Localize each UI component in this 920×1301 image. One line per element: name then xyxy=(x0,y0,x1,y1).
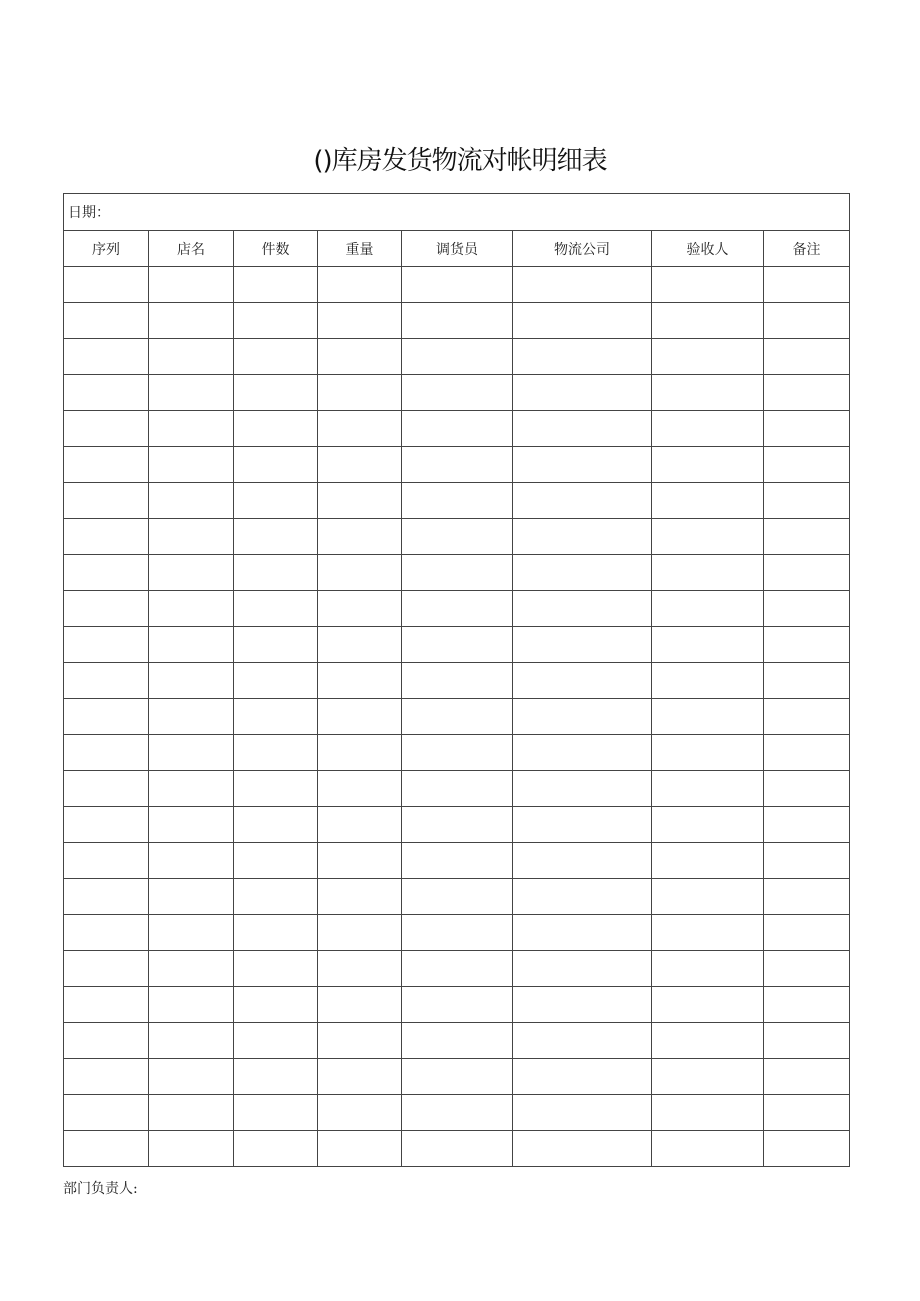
table-cell[interactable] xyxy=(764,1131,850,1167)
table-cell[interactable] xyxy=(64,591,149,627)
table-cell[interactable] xyxy=(652,843,764,879)
table-cell[interactable] xyxy=(402,1023,513,1059)
table-row xyxy=(64,843,850,879)
table-cell[interactable] xyxy=(764,483,850,519)
table-cell[interactable] xyxy=(64,663,149,699)
table-cell[interactable] xyxy=(764,411,850,447)
table-cell[interactable] xyxy=(764,447,850,483)
table-row xyxy=(64,663,850,699)
table-row xyxy=(64,555,850,591)
table-cell[interactable] xyxy=(402,879,513,915)
table-cell[interactable] xyxy=(149,483,234,519)
table-cell[interactable] xyxy=(764,303,850,339)
table-row xyxy=(64,1131,850,1167)
table-cell[interactable] xyxy=(318,267,402,303)
table-cell[interactable] xyxy=(318,591,402,627)
table-cell[interactable] xyxy=(402,519,513,555)
table-cell[interactable] xyxy=(318,627,402,663)
table-cell[interactable] xyxy=(652,663,764,699)
table-cell[interactable] xyxy=(513,591,652,627)
table-cell[interactable] xyxy=(513,447,652,483)
table-cell[interactable] xyxy=(513,519,652,555)
table-cell[interactable] xyxy=(513,1023,652,1059)
table-cell[interactable] xyxy=(513,483,652,519)
table-row xyxy=(64,1095,850,1131)
table-cell[interactable] xyxy=(149,915,234,951)
table-cell[interactable] xyxy=(149,339,234,375)
table-cell[interactable] xyxy=(318,1131,402,1167)
table-cell[interactable] xyxy=(764,735,850,771)
table-cell[interactable] xyxy=(513,627,652,663)
table-cell[interactable] xyxy=(652,519,764,555)
table-cell[interactable] xyxy=(764,1023,850,1059)
table-cell[interactable] xyxy=(64,267,149,303)
table-cell[interactable] xyxy=(149,807,234,843)
table-cell[interactable] xyxy=(402,987,513,1023)
table-row xyxy=(64,1059,850,1095)
date-row xyxy=(64,194,850,231)
table-cell[interactable] xyxy=(513,915,652,951)
table-cell[interactable] xyxy=(402,267,513,303)
table-cell[interactable] xyxy=(149,627,234,663)
table-cell[interactable] xyxy=(513,555,652,591)
header-cell-piece-count: 件数 xyxy=(234,231,318,267)
table-row xyxy=(64,411,850,447)
table-cell[interactable] xyxy=(402,735,513,771)
table-row xyxy=(64,519,850,555)
table-cell[interactable] xyxy=(234,375,318,411)
table-cell[interactable] xyxy=(652,1131,764,1167)
table-cell[interactable] xyxy=(513,951,652,987)
table-cell[interactable] xyxy=(149,843,234,879)
header-cell-inspector: 验收人 xyxy=(652,231,764,267)
table-row xyxy=(64,735,850,771)
table-cell[interactable] xyxy=(64,303,149,339)
table-cell[interactable] xyxy=(234,591,318,627)
header-cell-weight: 重量 xyxy=(318,231,402,267)
table-cell[interactable] xyxy=(402,1095,513,1131)
table-cell[interactable] xyxy=(513,987,652,1023)
table-cell[interactable] xyxy=(318,699,402,735)
table-cell[interactable] xyxy=(234,987,318,1023)
header-cell-store-name: 店名 xyxy=(149,231,234,267)
table-cell[interactable] xyxy=(149,735,234,771)
table-cell[interactable] xyxy=(513,807,652,843)
table-cell[interactable] xyxy=(234,447,318,483)
table-cell[interactable] xyxy=(318,771,402,807)
table-cell[interactable] xyxy=(234,1023,318,1059)
table-row xyxy=(64,1023,850,1059)
table-row xyxy=(64,807,850,843)
table-cell[interactable] xyxy=(652,699,764,735)
table-cell[interactable] xyxy=(652,627,764,663)
table-cell[interactable] xyxy=(64,555,149,591)
table-cell[interactable] xyxy=(402,771,513,807)
table-cell[interactable] xyxy=(402,699,513,735)
table-cell[interactable] xyxy=(64,951,149,987)
table-cell[interactable] xyxy=(513,339,652,375)
table-cell[interactable] xyxy=(764,843,850,879)
table-cell[interactable] xyxy=(652,591,764,627)
table-cell[interactable] xyxy=(652,339,764,375)
table-cell[interactable] xyxy=(64,411,149,447)
table-cell[interactable] xyxy=(318,375,402,411)
table-cell[interactable] xyxy=(64,519,149,555)
table-cell[interactable] xyxy=(402,1059,513,1095)
table-cell[interactable] xyxy=(513,375,652,411)
table-cell[interactable] xyxy=(64,843,149,879)
table-cell[interactable] xyxy=(149,1059,234,1095)
table-cell[interactable] xyxy=(149,447,234,483)
table-cell[interactable] xyxy=(234,1095,318,1131)
table-cell[interactable] xyxy=(64,1095,149,1131)
table-cell[interactable] xyxy=(64,807,149,843)
table-cell[interactable] xyxy=(764,951,850,987)
table-row xyxy=(64,987,850,1023)
table-cell[interactable] xyxy=(149,555,234,591)
table-cell[interactable] xyxy=(402,1131,513,1167)
table-cell[interactable] xyxy=(764,663,850,699)
table-cell[interactable] xyxy=(764,591,850,627)
table-cell[interactable] xyxy=(402,447,513,483)
table-cell[interactable] xyxy=(764,771,850,807)
table-cell[interactable] xyxy=(234,915,318,951)
table-row xyxy=(64,627,850,663)
table-cell[interactable] xyxy=(234,1131,318,1167)
table-cell[interactable] xyxy=(652,483,764,519)
table-row xyxy=(64,915,850,951)
table-row xyxy=(64,447,850,483)
table-cell[interactable] xyxy=(149,303,234,339)
table-cell[interactable] xyxy=(149,951,234,987)
table-cell[interactable] xyxy=(402,483,513,519)
page-title: ()库房发货物流对帐明细表 xyxy=(313,146,607,176)
table-cell[interactable] xyxy=(149,267,234,303)
table-cell[interactable] xyxy=(402,411,513,447)
table-cell[interactable] xyxy=(149,519,234,555)
table-cell[interactable] xyxy=(764,267,850,303)
table-cell[interactable] xyxy=(318,987,402,1023)
table-cell[interactable] xyxy=(318,879,402,915)
table-cell[interactable] xyxy=(64,1059,149,1095)
table-cell[interactable] xyxy=(318,807,402,843)
table-row xyxy=(64,771,850,807)
table-cell[interactable] xyxy=(234,411,318,447)
table-cell[interactable] xyxy=(513,663,652,699)
table-cell[interactable] xyxy=(513,699,652,735)
table-cell[interactable] xyxy=(318,303,402,339)
table-row xyxy=(64,303,850,339)
table-cell[interactable] xyxy=(234,1059,318,1095)
table-cell[interactable] xyxy=(64,987,149,1023)
table-cell[interactable] xyxy=(318,1095,402,1131)
table-cell[interactable] xyxy=(318,735,402,771)
table-cell[interactable] xyxy=(234,951,318,987)
table-cell[interactable] xyxy=(149,375,234,411)
table-cell[interactable] xyxy=(64,771,149,807)
table-cell[interactable] xyxy=(764,555,850,591)
table-cell[interactable] xyxy=(652,411,764,447)
table-cell[interactable] xyxy=(149,771,234,807)
table-row xyxy=(64,483,850,519)
date-label[interactable]: 日期： xyxy=(64,194,850,231)
header-cell-remarks: 备注 xyxy=(764,231,850,267)
table-cell[interactable] xyxy=(318,1023,402,1059)
table-cell[interactable] xyxy=(234,771,318,807)
table-cell[interactable] xyxy=(234,339,318,375)
table-row xyxy=(64,699,850,735)
table-cell[interactable] xyxy=(764,987,850,1023)
table-cell[interactable] xyxy=(402,915,513,951)
table-cell[interactable] xyxy=(318,843,402,879)
table-cell[interactable] xyxy=(64,699,149,735)
table-cell[interactable] xyxy=(652,807,764,843)
table-cell[interactable] xyxy=(64,915,149,951)
table-cell[interactable] xyxy=(652,951,764,987)
table-cell[interactable] xyxy=(652,1059,764,1095)
table-cell[interactable] xyxy=(64,339,149,375)
table-cell[interactable] xyxy=(402,663,513,699)
table-cell[interactable] xyxy=(402,951,513,987)
table-cell[interactable] xyxy=(513,879,652,915)
table-cell[interactable] xyxy=(513,267,652,303)
table-cell[interactable] xyxy=(64,483,149,519)
table-cell[interactable] xyxy=(764,339,850,375)
table-cell[interactable] xyxy=(764,519,850,555)
table-cell[interactable] xyxy=(652,447,764,483)
header-cell-logistics-company: 物流公司 xyxy=(513,231,652,267)
table-cell[interactable] xyxy=(149,1095,234,1131)
table-cell[interactable] xyxy=(402,807,513,843)
table-cell[interactable] xyxy=(652,1095,764,1131)
table-cell[interactable] xyxy=(149,879,234,915)
table-cell[interactable] xyxy=(318,555,402,591)
table-cell[interactable] xyxy=(764,879,850,915)
table-row xyxy=(64,339,850,375)
table-cell[interactable] xyxy=(652,771,764,807)
table-cell[interactable] xyxy=(149,1131,234,1167)
table-cell[interactable] xyxy=(513,1059,652,1095)
table-cell[interactable] xyxy=(513,411,652,447)
table-cell[interactable] xyxy=(402,303,513,339)
table-cell[interactable] xyxy=(513,843,652,879)
table-cell[interactable] xyxy=(149,1023,234,1059)
table-cell[interactable] xyxy=(652,555,764,591)
table-row xyxy=(64,375,850,411)
table-cell[interactable] xyxy=(149,663,234,699)
table-cell[interactable] xyxy=(234,735,318,771)
table-cell[interactable] xyxy=(764,375,850,411)
table-cell[interactable] xyxy=(64,627,149,663)
table-cell[interactable] xyxy=(234,519,318,555)
table-cell[interactable] xyxy=(149,411,234,447)
table-cell[interactable] xyxy=(652,267,764,303)
table-cell[interactable] xyxy=(64,1023,149,1059)
table-cell[interactable] xyxy=(234,627,318,663)
table-cell[interactable] xyxy=(318,519,402,555)
table-cell[interactable] xyxy=(64,375,149,411)
table-cell[interactable] xyxy=(764,1059,850,1095)
table-cell[interactable] xyxy=(149,699,234,735)
table-cell[interactable] xyxy=(234,483,318,519)
table-cell[interactable] xyxy=(318,411,402,447)
table-cell[interactable] xyxy=(318,447,402,483)
table-cell[interactable] xyxy=(652,303,764,339)
table-cell[interactable] xyxy=(402,339,513,375)
table-cell[interactable] xyxy=(149,591,234,627)
header-cell-sequence: 序列 xyxy=(64,231,149,267)
table-cell[interactable] xyxy=(318,1059,402,1095)
table-cell[interactable] xyxy=(234,267,318,303)
table-cell[interactable] xyxy=(513,1095,652,1131)
table-cell[interactable] xyxy=(318,339,402,375)
table-cell[interactable] xyxy=(764,627,850,663)
table-cell[interactable] xyxy=(64,447,149,483)
table-cell[interactable] xyxy=(318,951,402,987)
table-cell[interactable] xyxy=(234,807,318,843)
table-cell[interactable] xyxy=(402,627,513,663)
table-cell[interactable] xyxy=(318,915,402,951)
table-cell[interactable] xyxy=(318,483,402,519)
table-cell[interactable] xyxy=(64,879,149,915)
table-cell[interactable] xyxy=(149,987,234,1023)
table-cell[interactable] xyxy=(234,555,318,591)
table-cell[interactable] xyxy=(402,843,513,879)
table-cell[interactable] xyxy=(764,699,850,735)
table-cell[interactable] xyxy=(234,879,318,915)
table-cell[interactable] xyxy=(318,663,402,699)
table-cell[interactable] xyxy=(764,807,850,843)
table-cell[interactable] xyxy=(764,1095,850,1131)
department-head-label: 部门负责人: xyxy=(63,1181,138,1197)
table-row xyxy=(64,951,850,987)
table-row xyxy=(64,267,850,303)
header-cell-dispatcher: 调货员 xyxy=(402,231,513,267)
table-cell[interactable] xyxy=(234,843,318,879)
table-cell[interactable] xyxy=(652,915,764,951)
table-cell[interactable] xyxy=(234,699,318,735)
table-cell[interactable] xyxy=(402,591,513,627)
table-cell[interactable] xyxy=(64,735,149,771)
table-cell[interactable] xyxy=(234,663,318,699)
table-cell[interactable] xyxy=(652,879,764,915)
table-cell[interactable] xyxy=(513,735,652,771)
table-cell[interactable] xyxy=(652,375,764,411)
table-cell[interactable] xyxy=(402,375,513,411)
table-cell[interactable] xyxy=(513,1131,652,1167)
table-cell[interactable] xyxy=(513,303,652,339)
logistics-ledger-table xyxy=(63,193,850,1167)
table-cell[interactable] xyxy=(652,735,764,771)
table-cell[interactable] xyxy=(764,915,850,951)
table-cell[interactable] xyxy=(513,771,652,807)
table-cell[interactable] xyxy=(234,303,318,339)
table-row xyxy=(64,591,850,627)
table-cell[interactable] xyxy=(652,987,764,1023)
table-cell[interactable] xyxy=(402,555,513,591)
table-cell[interactable] xyxy=(652,1023,764,1059)
table-row xyxy=(64,879,850,915)
table-header-row xyxy=(64,231,850,267)
table-cell[interactable] xyxy=(64,1131,149,1167)
